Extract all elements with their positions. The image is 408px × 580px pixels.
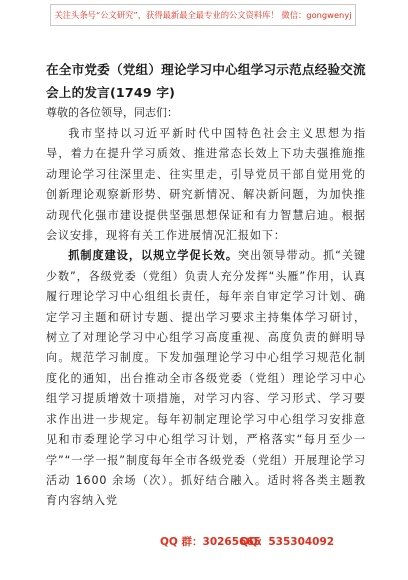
paragraph-institution-building	[46, 246, 366, 511]
document-title: 在全市党委（党组）理论学习中心组学习示范点经验交流会上的发言(1749 字)	[46, 62, 366, 100]
paragraph-lead: 抓制度建设，以规立学促长效。	[68, 249, 239, 263]
promo-banner-text: 关注头条号“公文研究”，获得最新最全最专业的公文资料库！ 微信：gongwenyj	[54, 10, 352, 20]
qq-number: QQ：535304092	[240, 536, 335, 548]
salutation: 尊敬的各位领导，同志们：	[46, 106, 178, 119]
paragraph-intro: 我市坚持以习近平新时代中国特色社会主义思想为指导，着力在提升学习质效、推进常态长效上下功夫强推施推动理论学习往深里走、往实里走，引导党员干部自觉用党的创新理论观察新形势、研究新情况、解决新问题，为加快推动现代化强市建设提供坚强思想保证和有力智慧启迪。根据会议安排，现将有关工作进展情况汇报如下：	[46, 127, 366, 243]
footer-contact	[0, 534, 408, 550]
document-body	[46, 124, 366, 512]
qq-group-number: QQ 群：30265665	[160, 536, 261, 548]
paragraph-body: 突出领导带动。抓“关键少数”，各级党委（党组）负责人充分发挥“头雁”作用，认真履行理论学习中心组组长责任，每年亲自审定学习计划、确定学习主题和研讨专题、提出学习要求主持集体学习研讨，树立了对理论学习中心组学习高度重视、高度负责的鲜明导向。规范学习制度。下发加强理论学习中心组学习规范化制度化的通知，出台推动全市各级党委（党组）理论学习中心组学习提质增效十项措施，对学习内容、学习形式、学习要求作出进一步规定。每年初制定理论学习中心组学习安排意见和市委理论学习中心组学习计划，严格落实“每月至少一学”“一学一报”制度每年全市各级党委（党组）开展理论学习活动 1600 余场（次）。抓好结合融入。适时将各类主题教育内容纳入党	[46, 249, 366, 508]
promo-banner	[50, 4, 356, 26]
